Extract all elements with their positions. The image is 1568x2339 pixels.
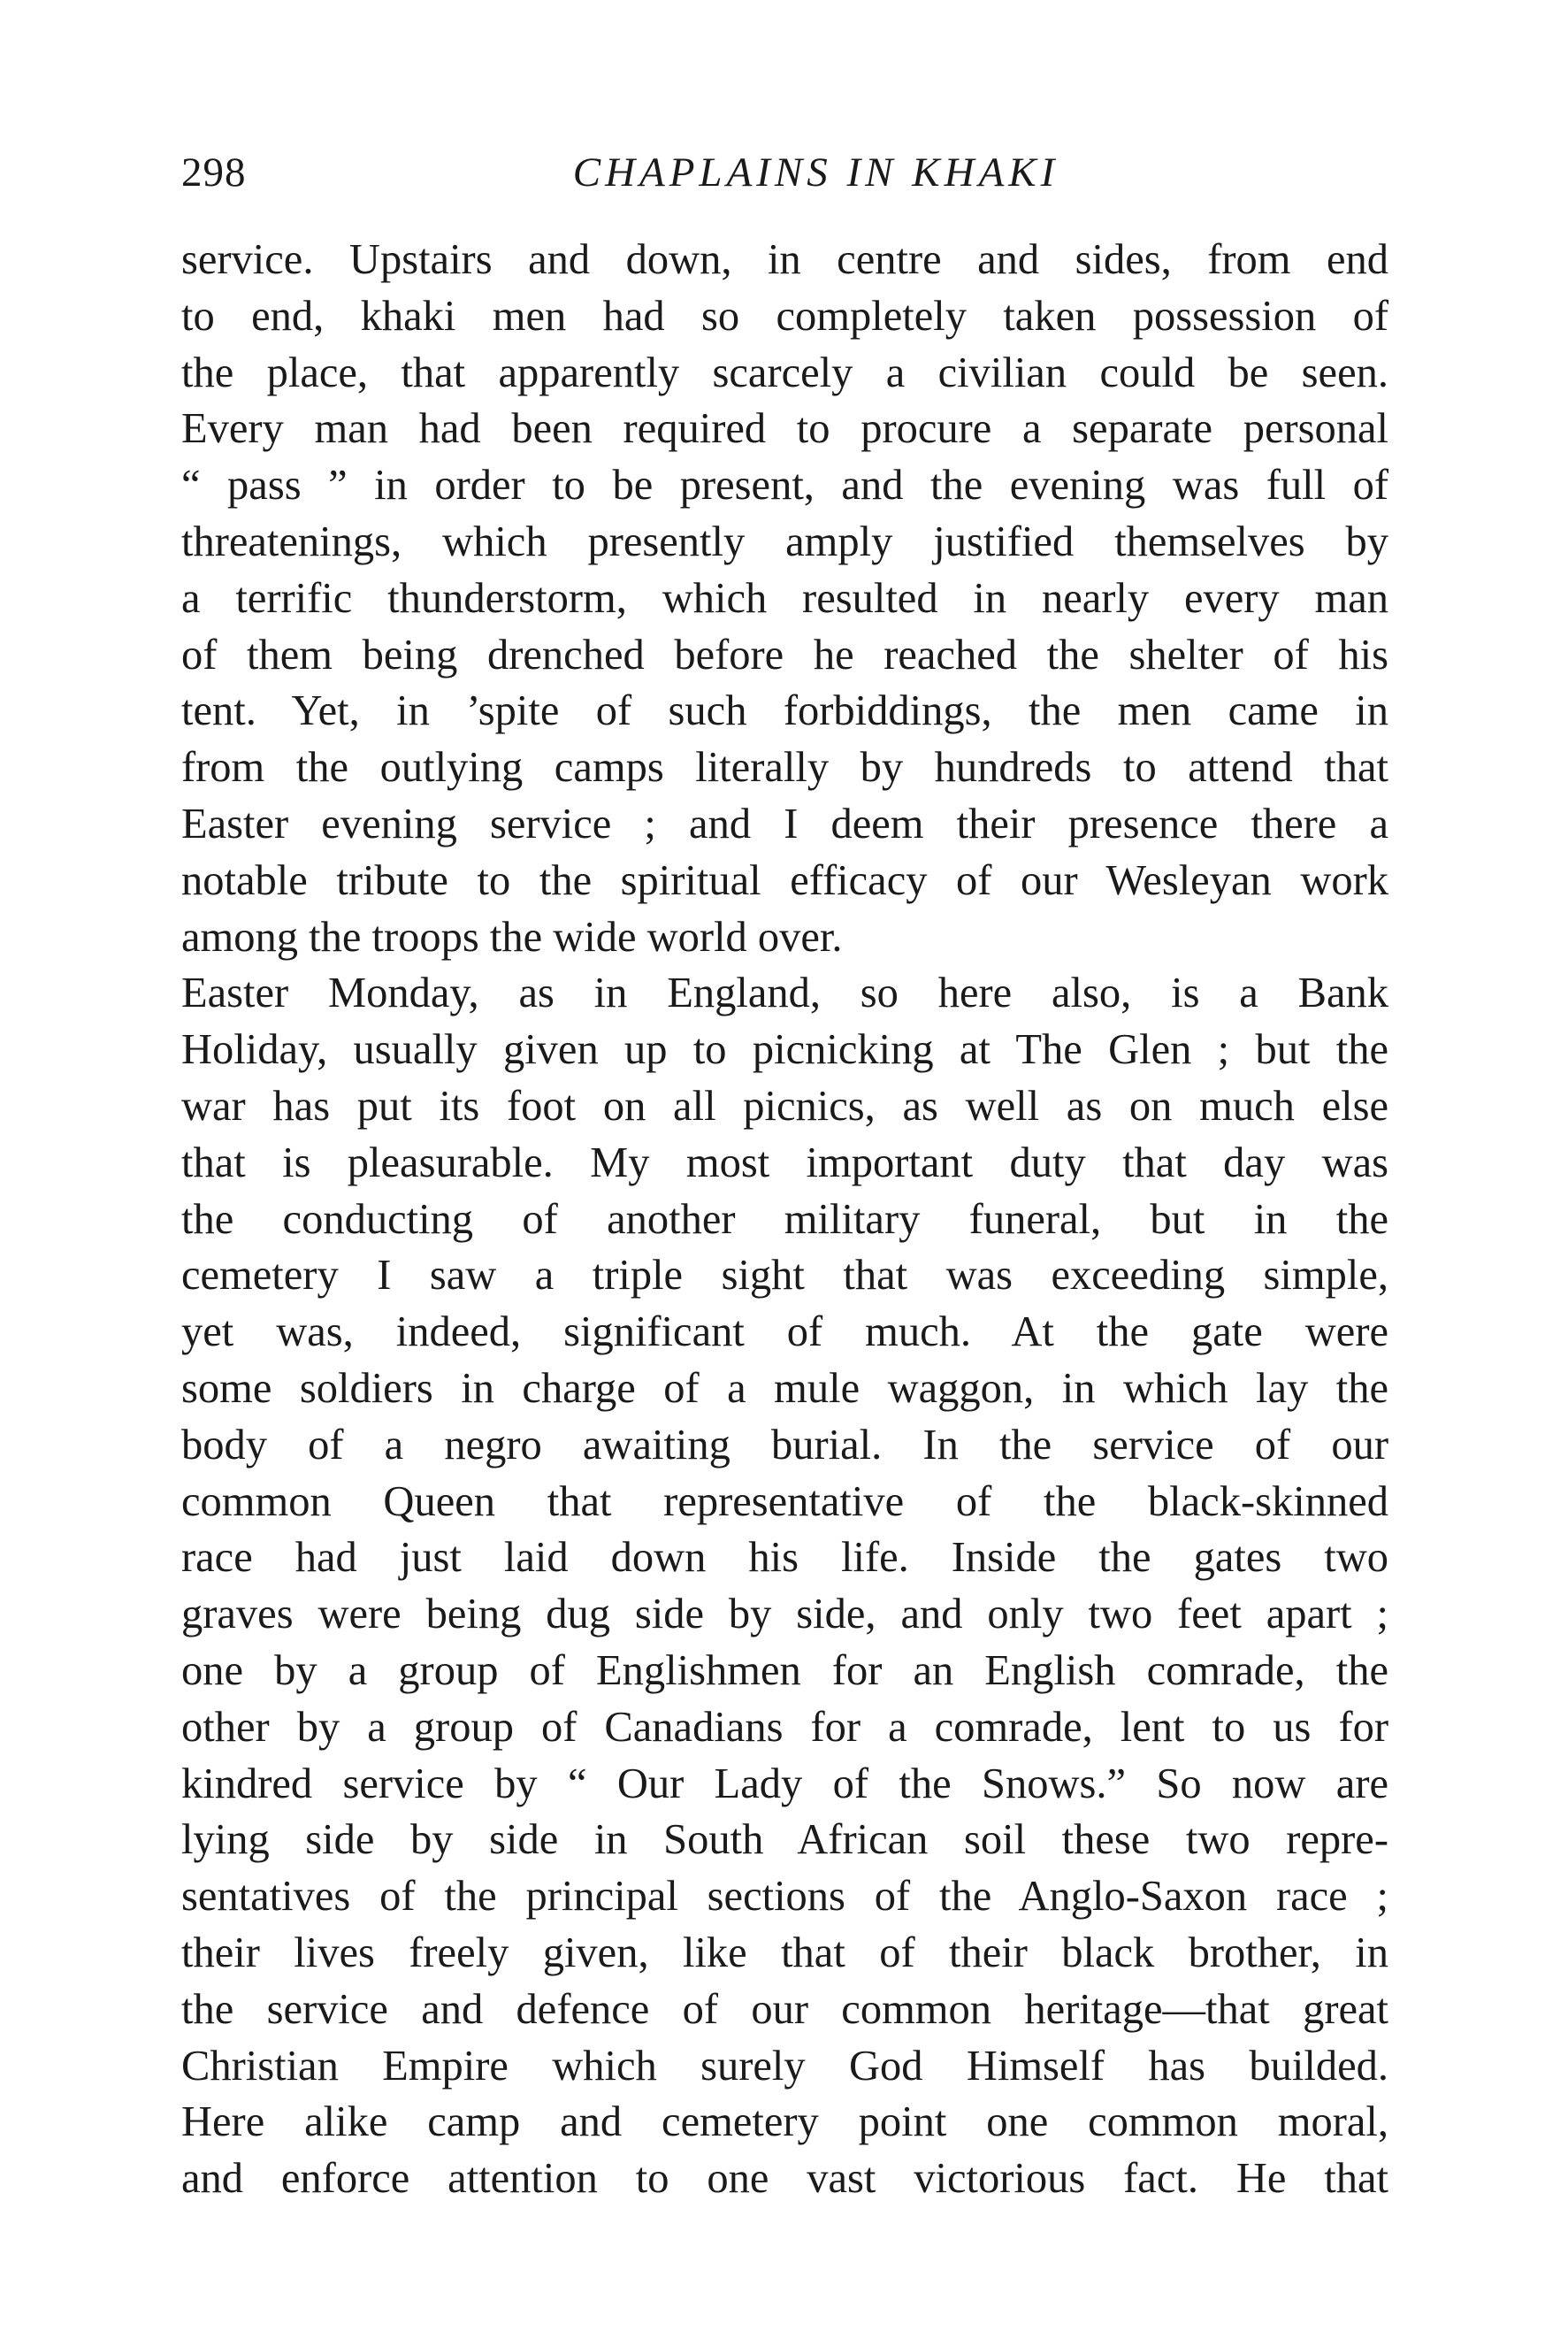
paragraph-1 <box>181 232 1388 965</box>
text-line: Easter evening service ; and I deem their presence there a <box>181 800 1388 847</box>
text-line: threatenings, which presently amply justified themselves by <box>181 518 1388 565</box>
text-line: service. Upstairs and down, in centre and sides, from end <box>181 236 1388 283</box>
text-line: the service and defence of our common heritage—that great <box>181 1985 1388 2033</box>
text-line: tent. Yet, in ’spite of such forbiddings, the men came in <box>181 687 1388 735</box>
text-line: to end, khaki men had so completely taken possession of <box>181 292 1388 340</box>
text-line: lying side by side in South African soil these two repre- <box>181 1816 1388 1864</box>
text-line: from the outlying camps literally by hundreds to attend that <box>181 744 1388 792</box>
text-line: and enforce attention to one vast victorious fact. He that <box>181 2155 1388 2203</box>
text-line: Holiday, usually given up to picnicking at The Glen ; but the <box>181 1026 1388 1074</box>
text-line: Here alike camp and cemetery point one common moral, <box>181 2098 1388 2146</box>
text-line: the conducting of another military funeral, but in the <box>181 1195 1388 1243</box>
text-line: war has put its foot on all picnics, as well as on much else <box>181 1082 1388 1130</box>
text-line: other by a group of Canadians for a comrade, lent to us for <box>181 1703 1388 1751</box>
text-line: of them being drenched before he reached the shelter of his <box>181 631 1388 679</box>
body-text <box>181 232 1388 2207</box>
text-line: race had just laid down his life. Inside the gates two <box>181 1534 1388 1582</box>
page-number: 298 <box>181 150 247 196</box>
text-line: a terrific thunderstorm, which resulted in nearly every man <box>181 574 1388 622</box>
text-line: that is pleasurable. My most important duty that day was <box>181 1139 1388 1186</box>
text-line: one by a group of Englishmen for an English comrade, the <box>181 1646 1388 1694</box>
text-line: “ pass ” in order to be present, and the evening was full of <box>181 462 1388 510</box>
text-line: notable tribute to the spiritual efficacy of our Wesleyan work <box>181 856 1388 904</box>
text-line: their lives freely given, like that of their black brother, in <box>181 1929 1388 1976</box>
text-line: some soldiers in charge of a mule waggon, in which lay the <box>181 1364 1388 1412</box>
text-line: kindred service by “ Our Lady of the Snows.” So now are <box>181 1760 1388 1807</box>
text-line: among the troops the wide world over. <box>181 913 843 961</box>
text-line: yet was, indeed, significant of much. At the gate were <box>181 1308 1388 1356</box>
text-line: the place, that apparently scarcely a civilian could be seen. <box>181 349 1388 396</box>
text-line: Easter Monday, as in England, so here also, is a Bank <box>181 970 1388 1017</box>
page-header <box>181 137 1388 208</box>
paragraph-2 <box>181 965 1388 2207</box>
text-line: Christian Empire which surely God Himself has builded. <box>181 2042 1388 2090</box>
text-line: sentatives of the principal sections of the Anglo-Saxon race ; <box>181 1873 1388 1921</box>
text-line: common Queen that representative of the black-skinned <box>181 1477 1388 1525</box>
text-line: graves were being dug side by side, and only two feet apart ; <box>181 1591 1388 1638</box>
text-line: body of a negro awaiting burial. In the service of our <box>181 1421 1388 1469</box>
running-title: CHAPLAINS IN KHAKI <box>572 150 1059 196</box>
text-line: cemetery I saw a triple sight that was exceeding simple, <box>181 1252 1388 1300</box>
text-line: Every man had been required to procure a separate personal <box>181 405 1388 453</box>
